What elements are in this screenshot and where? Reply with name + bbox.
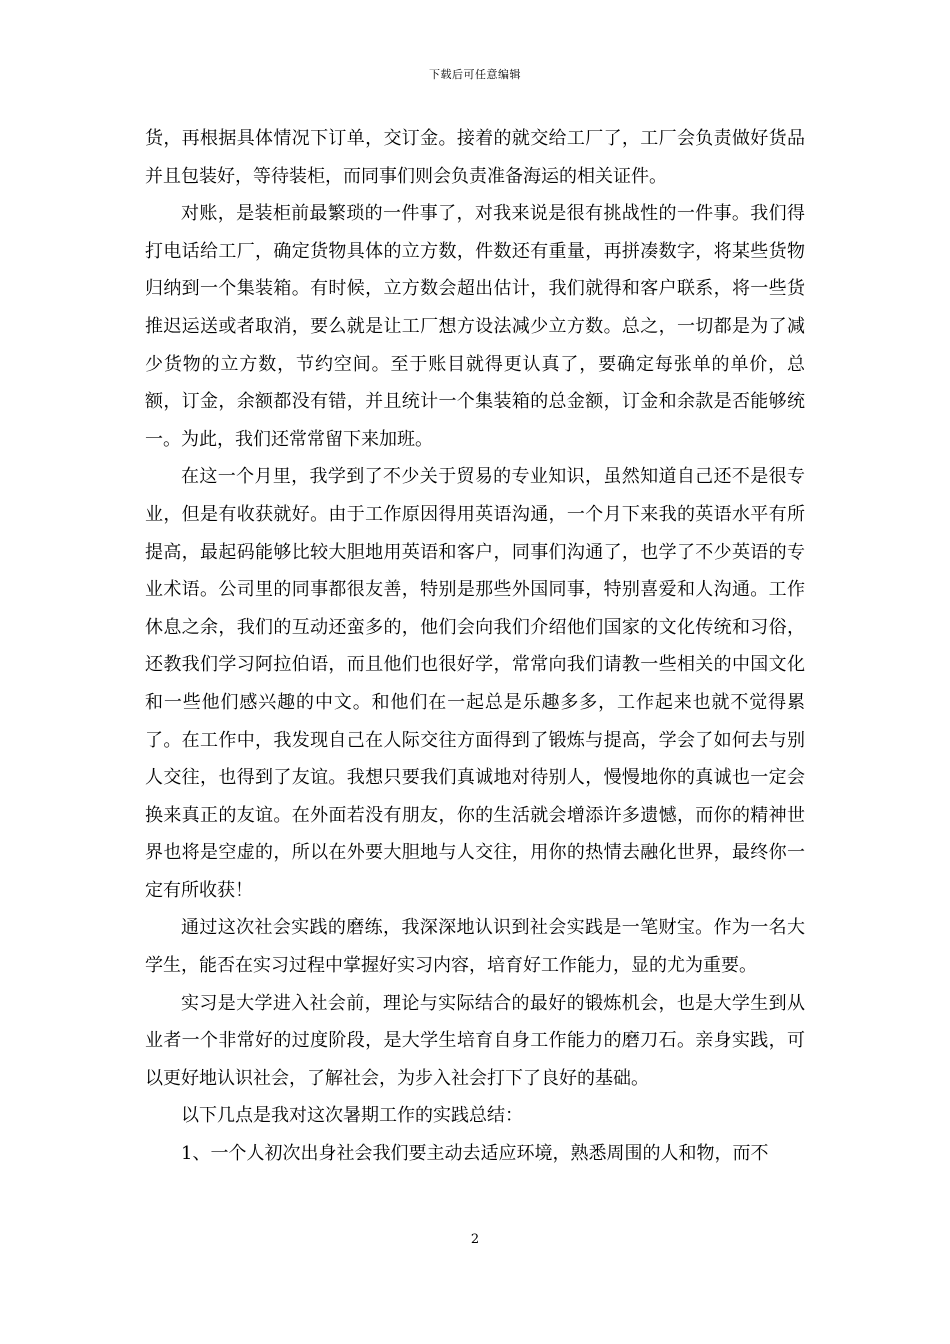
paragraph-monthly-learning: 在这一个月里，我学到了不少关于贸易的专业知识，虽然知道自己还不是很专业，但是有收获就好。由于工作原因得用英语沟通，一个月下来我的英语水平有所提高，最起码能够比较大胆地用英语和客户，同事们沟通了，也学了不少英语的专业术语。公司里的同事都很友善，特别是那些外国同事，特别喜爱和人沟通。工作休息之余，我们的互动还蛮多的，他们会向我们介绍他们国家的文化传统和习俗，还教我们学习阿拉伯语，而且他们也很好学，常常向我们请教一些相关的中国文化和一些他们感兴趣的中文。和他们在一起总是乐趣多多，工作起来也就不觉得累了。在工作中，我发现自己在人际交往方面得到了锻炼与提高，学会了如何去与别人交往，也得到了友谊。我想只要我们真诚地对待别人，慢慢地你的真诚也一定会换来真正的友谊。在外面若没有朋友，你的生活就会增添许多遗憾，而你的精神世界也将是空虚的，所以在外要大胆地与人交往，用你的热情去融化世界，最终你一定有所收获！ xyxy=(145,466,805,901)
paragraph-social-practice: 通过这次社会实践的磨练，我深深地认识到社会实践是一笔财宝。作为一名大学生，能否在实习过程中掌握好实习内容，培育好工作能力，显的尤为重要。 xyxy=(145,917,805,977)
paragraph-summary-intro: 以下几点是我对这次暑期工作的实践总结： xyxy=(181,1105,523,1127)
paragraph-continuation: 货，再根据具体情况下订单，交订金。接着的就交给工厂了，工厂会负责做好货品并且包装好，等待装柜，而同事们则会负责准备海运的相关证件。 xyxy=(145,128,805,187)
paragraph-point-1: 1、一个人初次出身社会我们要主动去适应环境，熟悉周围的人和物，而不 xyxy=(181,1143,769,1165)
paragraph-internship: 实习是大学进入社会前，理论与实际结合的最好的锻炼机会，也是大学生到从业者一个非常好的过度阶段，是大学生培育自身工作能力的磨刀石。亲身实践，可以更好地认识社会，了解社会，为步入社会打下了良好的基础。 xyxy=(145,992,805,1089)
page-header: 下载后可任意编辑 xyxy=(429,68,521,81)
page-number: 2 xyxy=(470,1232,480,1247)
paragraph-reconciliation: 对账，是装柜前最繁琐的一件事了，对我来说是很有挑战性的一件事。我们得打电话给工厂，确定货物具体的立方数，件数还有重量，再拼凑数字，将某些货物归纳到一个集装箱。有时候，立方数会超出估计，我们就得和客户联系，将一些货推迟运送或者取消，要么就是让工厂想方设法减少立方数。总之，一切都是为了减少货物的立方数，节约空间。至于账目就得更认真了，要确定每张单的单价，总额，订金，余额都没有错，并且统计一个集装箱的总金额，订金和余款是否能够统一。为此，我们还常常留下来加班。 xyxy=(145,203,805,450)
document-body xyxy=(145,120,805,1173)
